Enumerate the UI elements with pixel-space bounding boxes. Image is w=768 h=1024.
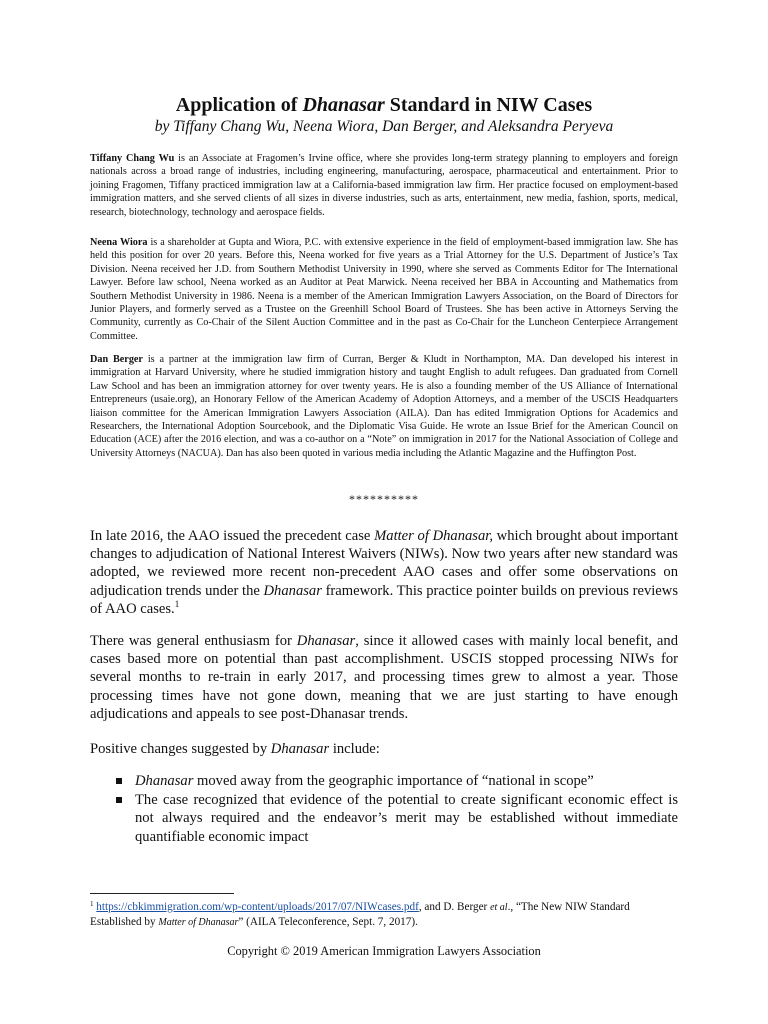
bullet-square-icon (116, 797, 122, 803)
copyright-notice: Copyright © 2019 American Immigration Lawyers Association (227, 944, 541, 958)
bullet-square-icon (116, 778, 122, 784)
footnote-ref[interactable]: 1 (174, 598, 180, 609)
footnote: $^1$ https://cbkimmigration.com/wp-content/uploads/2017/07/NIWcases.pdf, and D. Berger et al., “The New NIW Standard Established by Matter of Dhanasar” (AILA Teleconference, Sept. 7, 2017). (90, 900, 630, 928)
bullet-list (90, 772, 678, 847)
bio-name: Neena Wiora (90, 237, 148, 248)
body-paragraph-2: There was general enthusiasm for Dhanasar, since it allowed cases with mainly local benefit, and cases based more on potential than past accomplishment. USCIS stopped processing NIWs for several months to re-train in early 2017, and processing times grew to almost a year. Those processing times have not gone down, meaning that we are just starting to have enough adjudications and appeals to see post-Dhanasar trends. (90, 633, 678, 722)
list-item: The case recognized that evidence of the potential to create significant economic effect is not always required and the endeavor’s merit may be established without immediate quantifiable economic impact (90, 791, 678, 846)
section-separator: ********** (349, 492, 419, 506)
author-bio-wiora: Neena Wiora is a shareholder at Gupta and Wiora, P.C. with extensive experience in the field of employment-based immigration law. She has held this position for over 20 years. Before this, Neena worked for five years as a Trial Attorney for the U.S. Department of Justice’s Tax Division. Neena received her J.D. from Southern Methodist University in 1990, where she served as Comments Editor for The International Lawyer. Before law school, Neena worked as an Auditor at Peat Marwick. Neena received her BBA in Accounting and Mathematics from Southern Methodist University in 1986. Neena is a member of the American Immigration Lawyers Association, on the Board of Directors for Junior Players, and formerly served as a Trustee on the Greenhill School Board of Trustees. She has been active in Attorneys Serving the Community, currently as Co-Chair of the Silent Auction Committee and in the past as Co-Chair for the Luncheon Centerpiece Arrangement Committee. (90, 237, 678, 342)
bio-name: Tiffany Chang Wu (90, 153, 175, 164)
body-paragraph-1: In late 2016, the AAO issued the precedent case Matter of Dhanasar, which brought about important changes to adjudication of National Interest Waivers (NIWs). Now two years after new standard was adopted, we reviewed more recent non-precedent AAO cases and offer some observations on adjudication trends under the Dhanasar framework. This practice pointer builds on previous reviews of AAO cases.$^1$ (90, 528, 678, 617)
article-title: Application of Dhanasar Standard in NIW Cases (175, 94, 593, 116)
footnote-divider (90, 893, 234, 894)
author-bio-wu: Tiffany Chang Wu is an Associate at Fragomen’s Irvine office, where she provides long-term strategy planning to employers and foreign nationals across a broad range of industries, including engineering, manufacturing, aerospace, pharmaceutical and entertainment. Prior to joining Fragomen, Tiffany practiced immigration law at a California-based immigration law firm. Her practice focused on employment-based immigration matters, and she served clients of all sizes in diverse industries, such as arts, entertainment, new media, fashion, sports, medical, research, biotechnology, technology and aerospace fields. (90, 153, 678, 218)
author-bio-berger: Dan Berger is a partner at the immigration law firm of Curran, Berger & Kludt in Northampton, MA. Dan developed his interest in immigration at Harvard University, where he studied immigration history and taught English to adult refugees. Dan graduated from Cornell Law School and has been an immigration attorney for over twenty years. He is also a founding member of the US Alliance of International Entrepreneurs (usaie.org), an Honorary Fellow of the American Academy of Adoption Attorneys, and a member of the USCIS Headquarters liaison committee for the American Immigration Lawyers Association (AILA). Dan has edited Immigration Options for Academics and Researchers, the International Adoption Sourcebook, and the Diplomatic Visa Guide. He wrote an Issue Brief for the American Council on Education (ACE) after the 2016 election, and was a co-author on a “Note” on immigration in 2017 for the National Association of College and University Attorneys (NACUA). Dan has also been quoted in various media including the Atlantic Magazine and the Huffington Post. (90, 354, 678, 459)
footnote-link[interactable]: https://cbkimmigration.com/wp-content/uploads/2017/07/NIWcases.pdf (96, 901, 419, 913)
list-item: Dhanasar moved away from the geographic importance of “national in scope” (90, 772, 678, 790)
author-byline: by Tiffany Chang Wu, Neena Wiora, Dan Berger, and Aleksandra Peryeva (154, 118, 614, 135)
body-paragraph-3: Positive changes suggested by Dhanasar include: (90, 741, 380, 757)
bio-name: Dan Berger (90, 354, 143, 365)
